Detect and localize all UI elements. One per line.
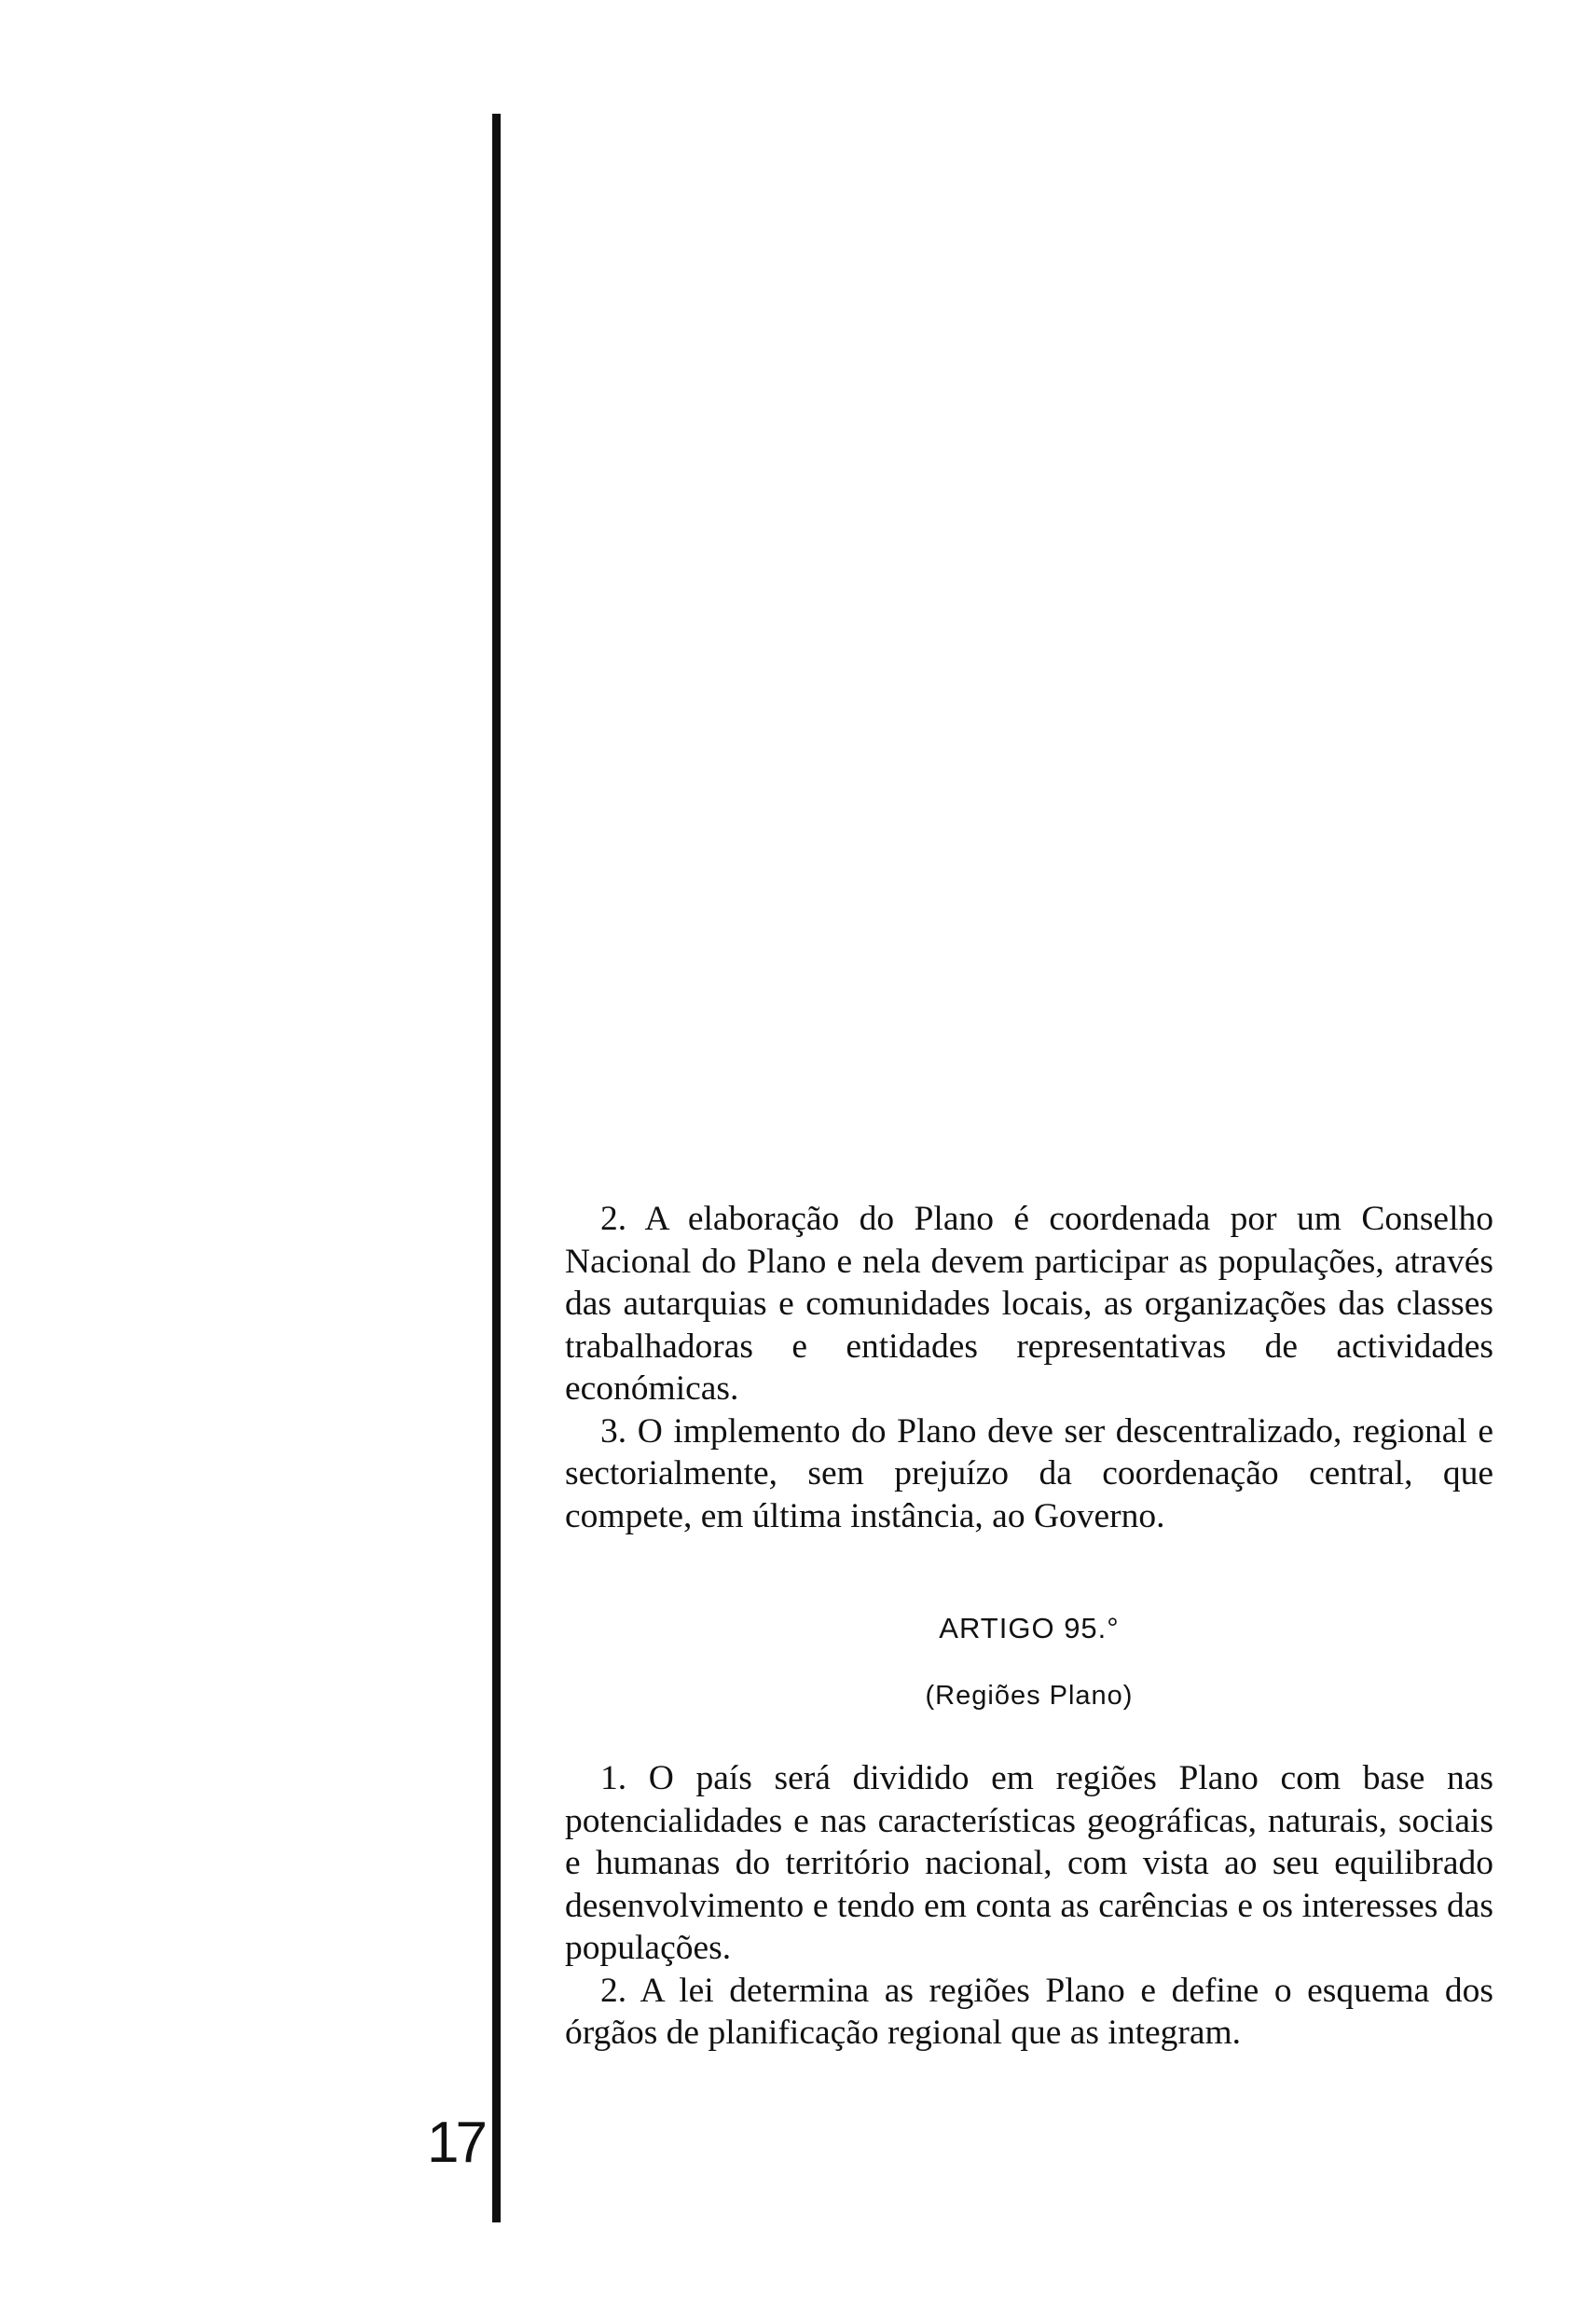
margin-rule xyxy=(492,114,501,2222)
article-95-paragraph-2: 2. A lei determina as regiões Plano e define o esquema dos órgãos de planificação regional que as integram. xyxy=(565,1971,1493,2052)
page-number: 17 xyxy=(427,2111,484,2175)
article-94-paragraph-3: 3. O implemento do Plano deve ser descentralizado, regional e sectorialmente, sem prejuízo da coordenação central, que compete, em última instância, ao Governo. xyxy=(565,1411,1493,1535)
article-95-subtitle: (Regiões Plano) xyxy=(925,1681,1134,1711)
text-column xyxy=(565,1198,1493,2055)
article-95-paragraph-1: 1. O país será dividido em regiões Plano com base nas potencialidades e nas características geográficas, naturais, sociais e humanas do território nacional, com vista ao seu equilibrado desenvolvimento e tendo em conta as carências e os interesses das populações. xyxy=(565,1759,1493,1967)
article-95-body xyxy=(565,1757,1493,2055)
article-94-paragraph-2: 2. A elaboração do Plano é coordenada por um Conselho Nacional do Plano e nela devem participar as populações, através das autarquias e comunidades locais, as organizações das classes trabalhadoras e entidades representativas de actividades económicas. xyxy=(565,1200,1493,1408)
article-95-heading: ARTIGO 95.° xyxy=(939,1612,1120,1644)
